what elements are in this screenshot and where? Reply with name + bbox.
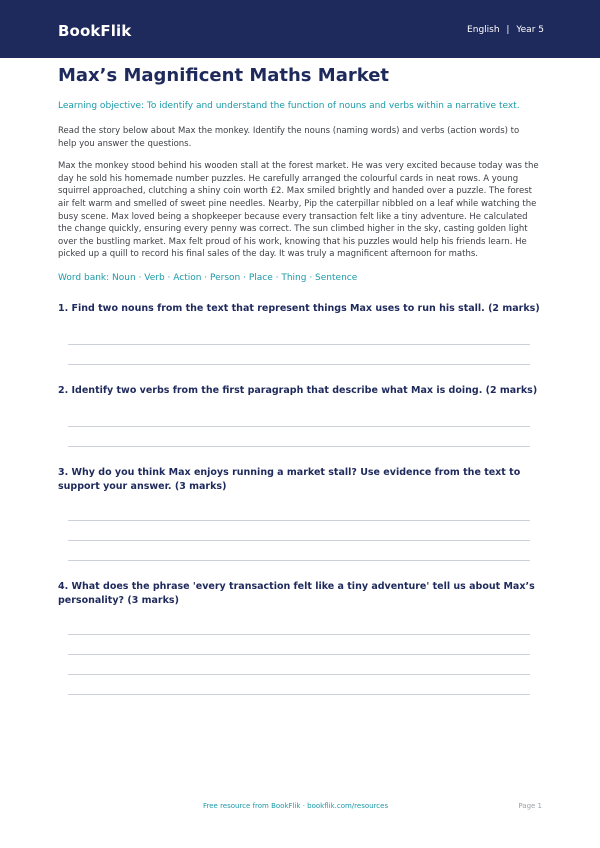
resource-credit: Free resource from BookFlik · bookflik.com/resources [203,802,389,810]
answer-line [68,694,530,695]
question-2 [58,384,540,448]
page-header [0,0,600,58]
question-4-answer-area [68,634,530,695]
meta-separator: | [506,25,510,35]
answer-line [68,446,530,447]
answer-line [68,344,530,345]
answer-line [68,674,530,675]
story-text: Max the monkey stood behind his wooden stall at the forest market. He was very excited because today was the day he sold his homemade number puzzles. He carefully arranged the colourful cards in neat rows. A young squirrel approached, clutching a shiny coin worth £2. Max smiled brightly and handed over a puzzle. The forest air felt warm and smelled of sweet pine needles. Nearby, Pip the caterpillar nibbled on a leaf while watching the busy scene. Max loved being a shopkeeper because every transaction felt like a tiny adventure. He calculated the change quickly, ensuring every penny was correct. The sun climbed higher in the sky, casting golden light over the bustling market. Max felt proud of his work, knowing that his puzzles would help his friends learn. He picked up a quill to record his final sales of the day. It was truly a magnificent afternoon for maths. [58,161,539,260]
page-footer [58,802,542,816]
page-number: Page 1 [518,802,542,810]
learning-objective: Learning objective: To identify and understand the function of nouns and verbs within a narrative text. [58,100,520,111]
answer-line [68,364,530,365]
year-label: Year 5 [516,25,544,35]
subject-label: English [467,25,500,35]
question-3 [58,466,540,561]
word-bank: Word bank: Noun · Verb · Action · Person · Place · Thing · Sentence [58,272,358,283]
page-title: Max’s Magnificent Maths Market [58,65,390,86]
question-4 [58,580,540,696]
answer-line [68,426,530,427]
worksheet-content [58,66,540,695]
answer-line [68,520,530,521]
question-1-text: 1. Find two nouns from the text that represent things Max uses to run his stall. (2 marks) [58,302,540,314]
question-2-text: 2. Identify two verbs from the first paragraph that describe what Max is doing. (2 marks) [58,384,538,396]
question-1-answer-area [68,344,530,365]
question-2-answer-area [68,426,530,447]
question-3-answer-area [68,520,530,561]
brand-name: BookFlik [58,22,132,40]
answer-line [68,540,530,541]
answer-line [68,654,530,655]
answer-line [68,560,530,561]
instructions-text: Read the story below about Max the monkey. Identify the nouns (naming words) and verbs (action words) to help you answer the questions. [58,126,520,149]
answer-line [68,634,530,635]
question-3-text: 3. Why do you think Max enjoys running a market stall? Use evidence from the text to support your answer. (3 marks) [58,467,521,493]
subject-year-label [467,25,544,35]
question-4-text: 4. What does the phrase 'every transaction felt like a tiny adventure' tell us about Max’s personality? (3 marks) [58,580,535,606]
question-1 [58,302,540,365]
